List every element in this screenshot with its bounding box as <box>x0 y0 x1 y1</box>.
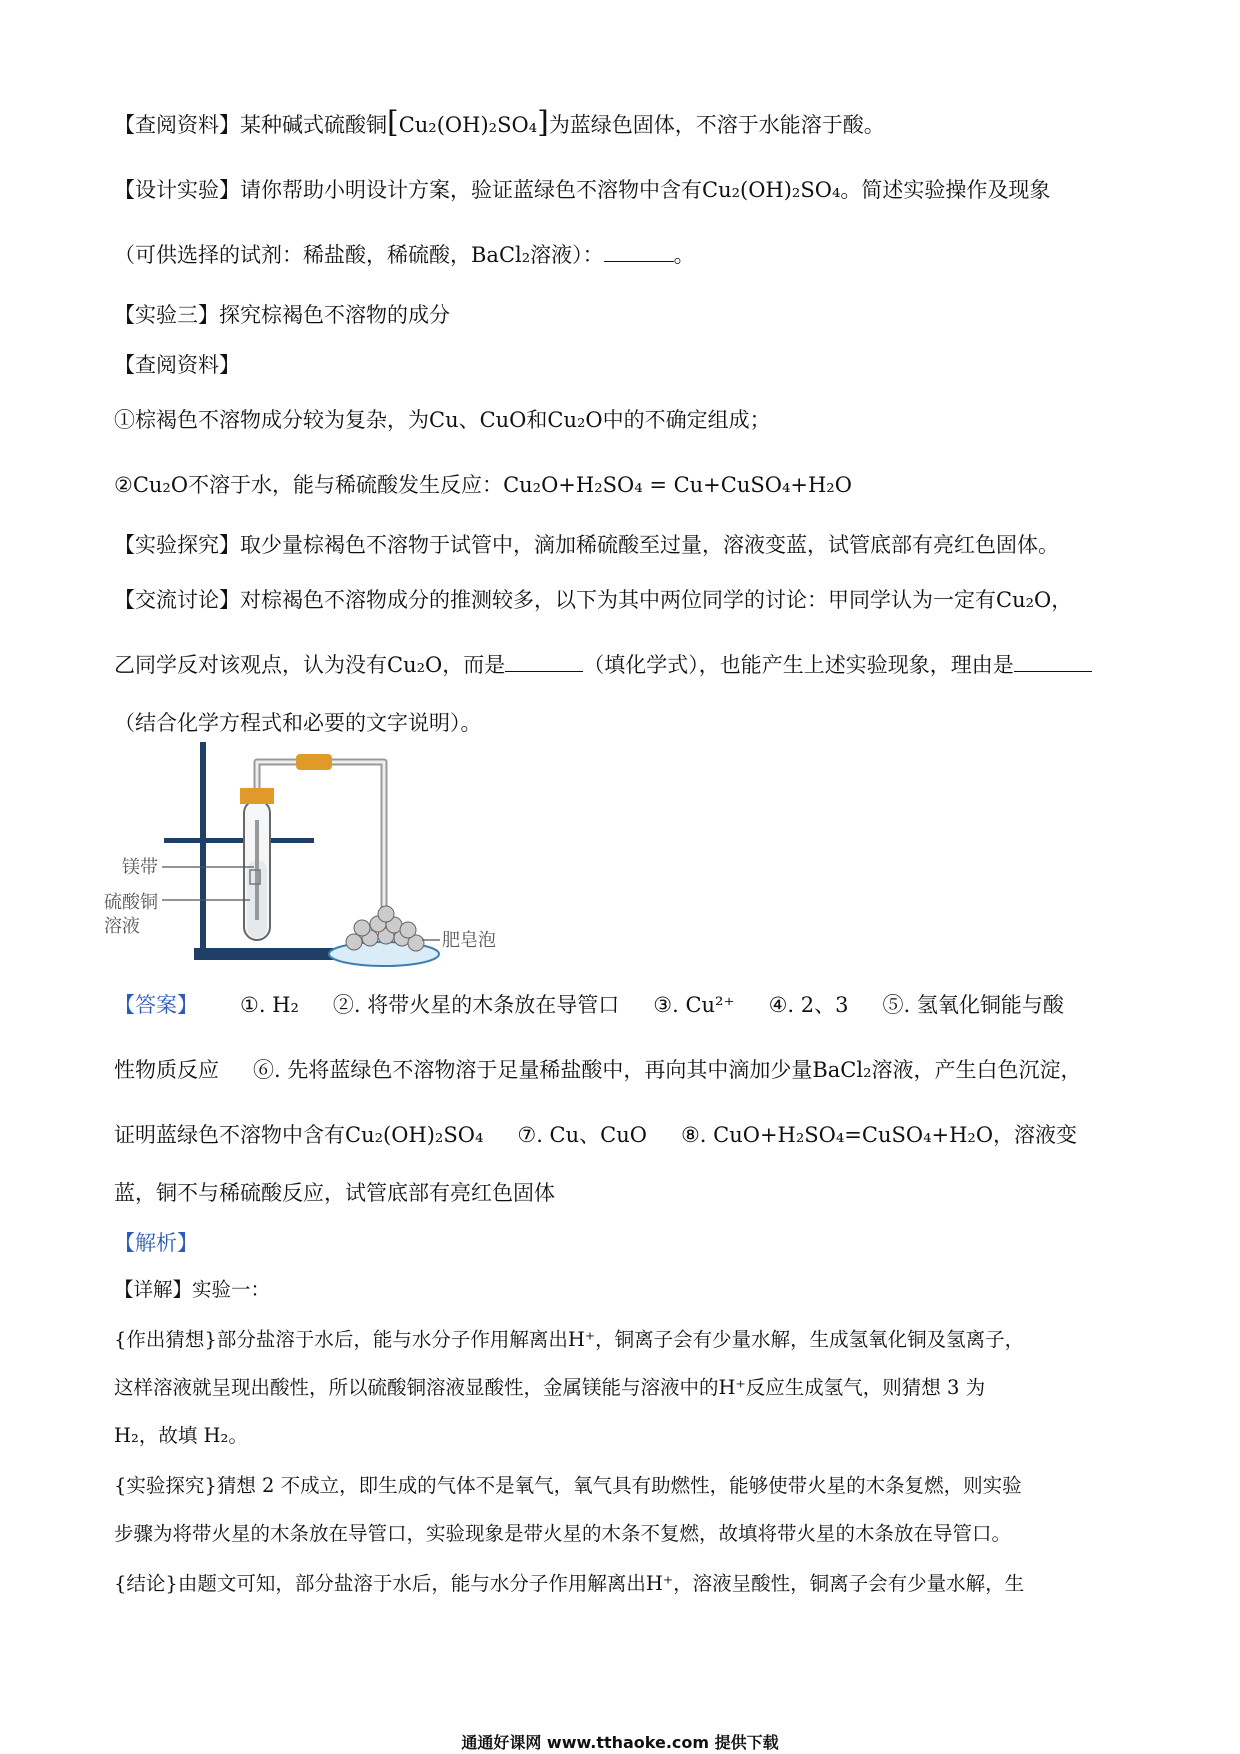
formula: BaCl₂ <box>471 243 531 267</box>
answer-blank <box>505 669 583 672</box>
formula: Cu₂O <box>132 473 189 497</box>
rubber-stopper <box>240 788 274 804</box>
text-line-1 <box>114 105 1134 140</box>
analysis-line-3: 这样溶液就呈现出酸性，所以硫酸铜溶液显酸性，金属镁能与溶液中的H⁺反应生成氢气，则猜想 3 为 <box>114 1376 986 1399</box>
analysis-line-2: {作出猜想}部分盐溶于水后，能与水分子作用解离出H⁺，铜离子会有少量水解，生成氢氧化铜及氢离子， <box>114 1328 1025 1351</box>
answer-item: ②. 将带火星的木条放在导管口 <box>332 993 620 1017</box>
analysis-line-1: 【详解】实验一： <box>114 1278 271 1301</box>
formula: Cu₂(OH)₂SO₄ <box>398 113 538 137</box>
analysis-line-6: 步骤为将带火星的木条放在导管口，实验现象是带火星的木条不复燃，故填将带火星的木条放在导管口。 <box>114 1522 1012 1545</box>
text-segment: ， <box>1051 588 1073 612</box>
label-copper-sulfate: 硫酸铜 <box>104 892 158 913</box>
stand-rod <box>200 742 206 952</box>
answer-item: ⑦. Cu、CuO <box>517 1123 647 1147</box>
formula: Cu₂(OH)₂SO₄ <box>702 178 841 202</box>
analysis-line-5: {实验探究}猜想 2 不成立，即生成的气体不是氧气，氧气具有助燃性，能够使带火星的木条复燃，则实验 <box>114 1474 1022 1497</box>
text-segment: 为蓝绿色固体，不溶于水能溶于酸。 <box>548 113 885 137</box>
text-segment: （填化学式），也能产生上述实验现象，理由是 <box>583 653 1014 677</box>
answer-item: ③. Cu²⁺ <box>653 993 735 1017</box>
answer-item: 性物质反应 <box>114 1058 219 1082</box>
text-line-10 <box>114 650 1134 680</box>
text-segment: 乙同学反对该观点，认为没有 <box>114 653 387 677</box>
apparatus-diagram <box>104 740 544 970</box>
bracket-right: ] <box>537 105 549 140</box>
bracket-left: [ <box>387 105 399 140</box>
text-line-7 <box>114 470 1134 500</box>
text-segment: 【查阅资料】某种碱式硫酸铜 <box>114 113 387 137</box>
delivery-tube <box>257 762 384 930</box>
label-solution: 溶液 <box>104 916 140 937</box>
text-segment: 【交流讨论】对棕褐色不溶物成分的推测较多，以下为其中两位同学的讨论：甲同学认为一定有 <box>114 588 996 612</box>
answer-blank <box>604 259 674 262</box>
text-segment: ，而是 <box>442 653 506 677</box>
text-segment: （可供选择的试剂：稀盐酸，稀硫酸， <box>114 243 471 267</box>
analysis-tag: 【解析】 <box>114 1231 198 1255</box>
text-segment: 中的不确定组成； <box>602 408 771 432</box>
rubber-connector <box>296 754 332 770</box>
answer-tag: 【答案】 <box>114 993 198 1017</box>
label-soap-bubbles: 肥皂泡 <box>442 930 496 951</box>
analysis-line-7: {结论}由题文可知，部分盐溶于水后，能与水分子作用解离出H⁺，溶液呈酸性，铜离子会有少量水解，生 <box>114 1572 1025 1595</box>
text-segment: 。 <box>673 243 695 267</box>
text-segment: 【设计实验】请你帮助小明设计方案，验证蓝绿色不溶物中含有 <box>114 178 702 202</box>
text-line-2 <box>114 175 1134 205</box>
answer-item: ⑥. 先将蓝绿色不溶物溶于足量稀盐酸中，再向其中滴加少量BaCl₂溶液，产生白色沉淀， <box>253 1058 1082 1082</box>
clamp-arm <box>164 838 314 843</box>
text-segment: 不溶于水，能与稀硫酸发生反应： <box>188 473 504 497</box>
answer-item: ④. 2、3 <box>768 993 849 1017</box>
text-line-9 <box>114 585 1134 615</box>
analysis-line-4: H₂，故填 H₂。 <box>114 1424 248 1447</box>
text-segment: ①棕褐色不溶物成分较为复杂，为Cu、CuO和 <box>114 408 548 432</box>
text-line-8: 【实验探究】取少量棕褐色不溶物于试管中，滴加稀硫酸至过量，溶液变蓝，试管底部有亮红色固体。 <box>114 533 1059 557</box>
answer-line-3 <box>114 1120 1134 1150</box>
answer-line-2 <box>114 1055 1134 1085</box>
formula: Cu₂O <box>547 408 603 432</box>
text-segment: 。简述实验操作及现象 <box>840 178 1051 202</box>
answer-blank <box>1014 669 1092 672</box>
text-line-4: 【实验三】探究棕褐色不溶物的成分 <box>114 303 450 327</box>
delivery-tube-inner <box>257 762 384 930</box>
text-line-6 <box>114 405 1134 435</box>
answer-item: ⑤. 氢氧化铜能与酸 <box>882 993 1064 1017</box>
text-segment: ② <box>114 473 133 497</box>
label-magnesium: 镁带 <box>122 857 158 878</box>
formula: Cu₂O <box>996 588 1052 612</box>
formula: Cu₂O <box>387 653 443 677</box>
answer-item: ⑧. CuO+H₂SO₄=CuSO₄+H₂O，溶液变 <box>680 1123 1078 1147</box>
chemical-equation: Cu₂O+H₂SO₄ = Cu+CuSO₄+H₂O <box>503 473 852 497</box>
text-line-5: 【查阅资料】 <box>114 353 240 377</box>
page-footer: 通通好课网 www.tthaoke.com 提供下载 <box>461 1733 779 1752</box>
text-segment: 溶液）： <box>530 243 604 267</box>
answer-line-1 <box>114 990 1134 1020</box>
text-line-3 <box>114 240 1134 270</box>
answer-item: ①. H₂ <box>240 993 299 1017</box>
soap-bubbles <box>346 906 424 951</box>
text-line-11: （结合化学方程式和必要的文字说明）。 <box>114 711 482 735</box>
answer-item: 证明蓝绿色不溶物中含有Cu₂(OH)₂SO₄ <box>114 1123 484 1147</box>
answer-line-4: 蓝，铜不与稀硫酸反应，试管底部有亮红色固体 <box>114 1181 555 1205</box>
